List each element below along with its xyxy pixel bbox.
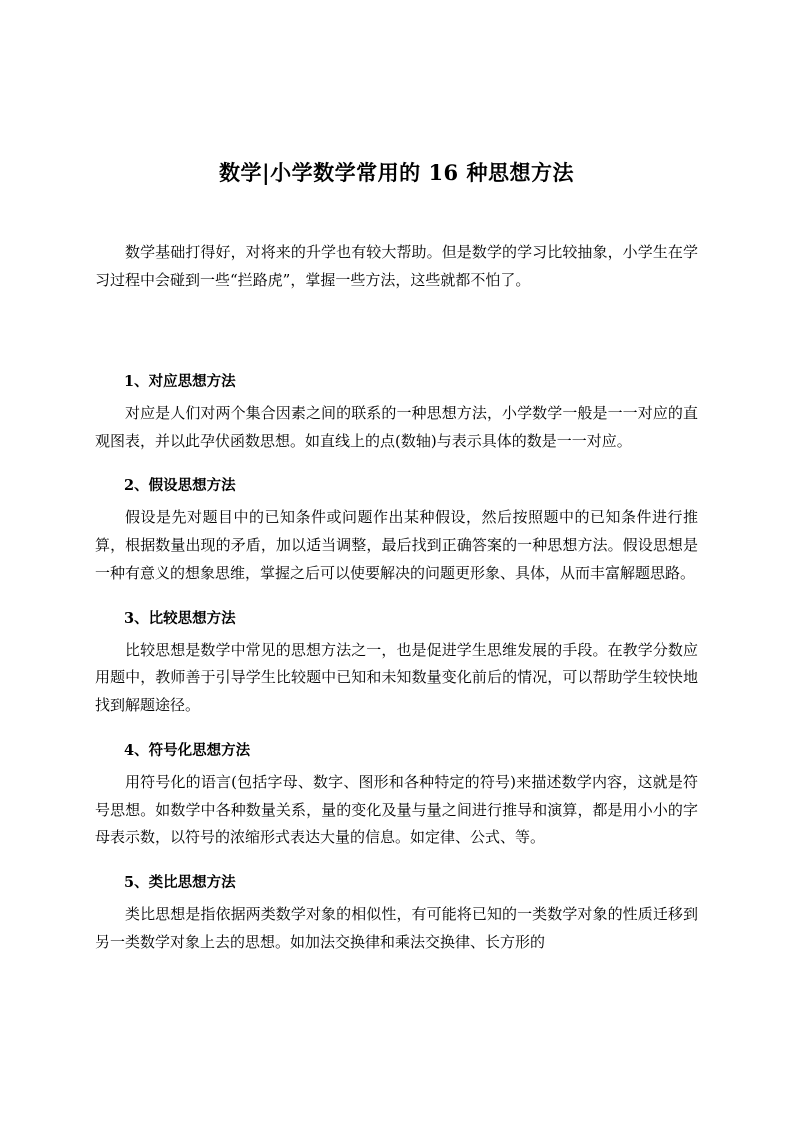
section-body: 假设是先对题目中的已知条件或问题作出某种假设，然后按照题中的已知条件进行推算，根据数量出现的矛盾，加以适当调整，最后找到正确答案的一种思想方法。假设思想是一种有意义的想象思维，掌握之后可以使要解决的问题更形象、具体，从而丰富解题思路。 <box>95 508 698 582</box>
section-heading: 5、类比思想方法 <box>124 874 236 892</box>
section-heading: 3、比较思想方法 <box>124 609 236 627</box>
section-heading: 4、符号化思想方法 <box>124 741 251 759</box>
page-title: 数学|小学数学常用的 16 种思想方法 <box>219 160 574 185</box>
section-heading: 2、假设思想方法 <box>124 477 236 495</box>
sections-list <box>95 357 698 957</box>
section-body: 类比思想是指依据两类数学对象的相似性，有可能将已知的一类数学对象的性质迁移到另一类数学对象上去的思想。如加法交换律和乘法交换律、长方形的 <box>95 905 698 951</box>
section-body: 比较思想是数学中常见的思想方法之一，也是促进学生思维发展的手段。在教学分数应用题中，教师善于引导学生比较题中已知和未知数量变化前后的情况，可以帮助学生较快地找到解题途径。 <box>95 640 698 715</box>
section-item <box>95 858 698 957</box>
section-body: 对应是人们对两个集合因素之间的联系的一种思想方法，小学数学一般是一一对应的直观图表，并以此孕伏函数思想。如直线上的点(数轴)与表示具体的数是一一对应。 <box>95 403 698 450</box>
section-item <box>95 357 698 456</box>
section-heading: 1、对应思想方法 <box>124 372 236 390</box>
section-item <box>95 726 698 852</box>
section-item <box>95 594 698 720</box>
intro-paragraph: 数学基础打得好，对将来的升学也有较大帮助。但是数学的学习比较抽象，小学生在学习过程中会碰到一些“拦路虎”，掌握一些方法，这些就都不怕了。 <box>95 243 698 290</box>
section-item <box>95 461 698 587</box>
section-body: 用符号化的语言(包括字母、数字、图形和各种特定的符号)来描述数学内容，这就是符号思想。如数学中各种数量关系，量的变化及量与量之间进行推导和演算，都是用小小的字母表示数，以符号的浓缩形式表达大量的信息。如定律、公式、等。 <box>95 772 698 847</box>
